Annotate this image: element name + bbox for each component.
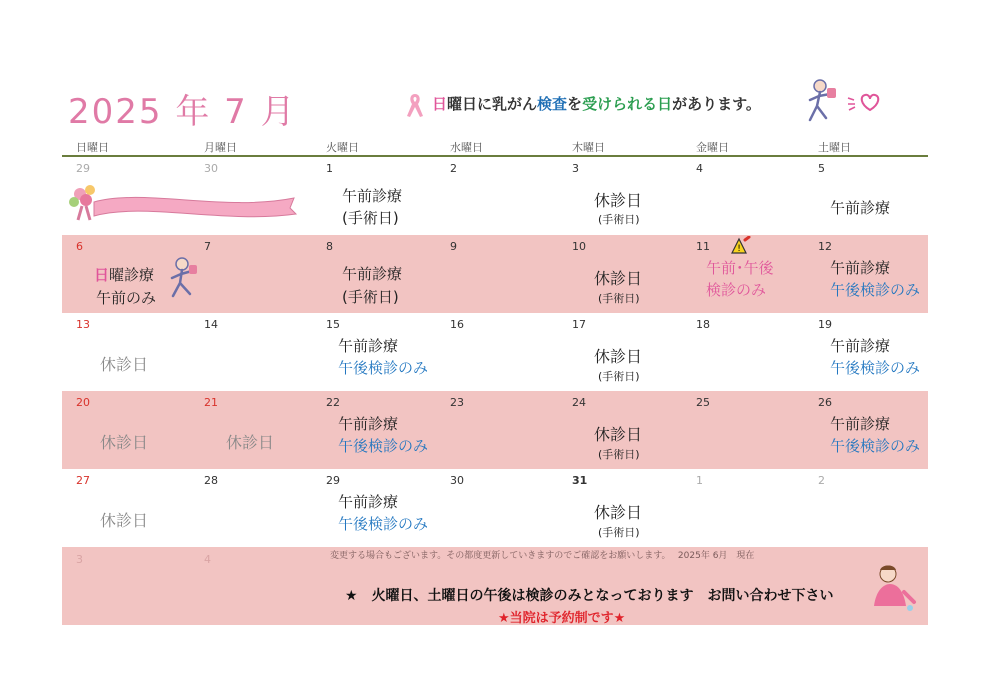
update-note: 変更する場合もございます。その都度更新していきますのでご確認をお願いします。 2025年 6月 現在 [330,551,755,561]
day-number: 1 [696,474,703,487]
day-number: 29 [76,162,90,175]
day-number: 3 [572,162,579,175]
day-number: 30 [450,474,464,487]
cell-text: 午後検診のみ [830,359,921,377]
warning-icon [730,236,752,256]
cell-text: (手術日) [598,213,640,226]
headline-p3: 検査 [537,95,568,113]
cell-text: 休診日 [594,503,643,522]
runner-illustration-icon [166,256,202,302]
cell-text: 休診日 [594,191,643,210]
cell-text: 休診日 [594,425,643,444]
cell-text: 休診日 [594,347,643,366]
day-number: 26 [818,396,832,409]
headline-p2: 曜日に乳がん [447,95,538,113]
cell-text [94,264,154,285]
cell-text: 午前診療 [338,337,399,355]
cell-text: (手術日) [598,370,640,383]
day-number: 12 [818,240,832,253]
day-number: 27 [76,474,90,487]
cell-text: 午後検診のみ [830,281,921,299]
woman-illustration-icon [860,562,920,614]
reservation-note: ★当院は予約制です★ [498,611,626,626]
weekday-thu: 木曜日 [572,141,605,154]
awareness-ribbon-banner-icon [64,180,300,224]
day-number: 11 [696,240,710,253]
cell-text: (手術日) [598,526,640,539]
cell-text: 午後検診のみ [338,359,429,377]
day-number: 19 [818,318,832,331]
day-number: 22 [326,396,340,409]
day-number: 8 [326,240,333,253]
cell-text: 休診日 [226,433,275,452]
headline-p5: 受けられる日 [582,95,673,113]
day-number: 2 [818,474,825,487]
cell-text: 午前･午後 [706,259,774,277]
runner-illustration-icon [800,78,840,126]
day-number: 3 [76,553,83,566]
cell-text: (手術日) [598,448,640,461]
day-number: 10 [572,240,586,253]
svg-text:!: ! [737,244,741,254]
cell-text: 休診日 [100,355,149,374]
day-number: 20 [76,396,90,409]
cell-text: (手術日) [342,209,399,227]
calendar-title: 2025 年 7 月 [68,92,297,132]
day-number: 9 [450,240,457,253]
weekday-sun: 日曜日 [76,141,109,154]
weekday-tue: 火曜日 [326,141,359,154]
day-number: 13 [76,318,90,331]
cell-text: (手術日) [598,292,640,305]
day-number: 28 [204,474,218,487]
headline-p1: 日 [432,95,448,113]
day-number: 4 [204,553,211,566]
headline-p4: を [567,95,583,113]
day-number: 25 [696,396,710,409]
weekday-fri: 金曜日 [696,141,729,154]
day-number: 6 [76,240,83,253]
cell-text: 午後検診のみ [830,437,921,455]
day-number: 24 [572,396,586,409]
cell-text: 検診のみ [706,281,767,299]
day-number: 31 [572,474,588,487]
cell-text: 午後検診のみ [338,515,429,533]
week-row-3 [62,313,928,391]
day-number: 18 [696,318,710,331]
headline [432,93,761,114]
sunday-label: 曜診療 [109,266,155,284]
cell-text: 午前診療 [342,187,403,205]
cell-text: (手術日) [342,288,399,306]
day-number: 21 [204,396,218,409]
heart-icon [846,88,882,114]
cell-text: 午前診療 [338,493,399,511]
week-row-5 [62,469,928,547]
cell-text: 午前のみ [96,289,157,307]
cell-text: 休診日 [100,433,149,452]
day-number: 14 [204,318,218,331]
cell-text: 午前診療 [830,415,891,433]
day-number: 30 [204,162,218,175]
cell-text: 午前診療 [342,265,403,283]
weekday-wed: 水曜日 [450,141,483,154]
sunday-highlight: 日 [94,266,110,284]
cell-text: 午前診療 [830,199,891,217]
cell-text: 午後検診のみ [338,437,429,455]
day-number: 16 [450,318,464,331]
cell-text: 午前診療 [830,259,891,277]
day-number: 1 [326,162,333,175]
day-number: 2 [450,162,457,175]
cell-text: 休診日 [594,269,643,288]
day-number: 29 [326,474,340,487]
day-number: 5 [818,162,825,175]
main-note: ★ 火曜日、土曜日の午後は検診のみとなっております お問い合わせ下さい [345,588,834,604]
weekday-mon: 月曜日 [204,141,237,154]
pink-ribbon-icon [404,92,426,118]
week-row-4 [62,391,928,469]
day-number: 17 [572,318,586,331]
weekday-sat: 土曜日 [818,141,851,154]
headline-p6: があります。 [672,95,761,113]
day-number: 23 [450,396,464,409]
cell-text: 休診日 [100,511,149,530]
day-number: 15 [326,318,340,331]
day-number: 4 [696,162,703,175]
cell-text: 午前診療 [830,337,891,355]
cell-text: 午前診療 [338,415,399,433]
day-number: 7 [204,240,211,253]
